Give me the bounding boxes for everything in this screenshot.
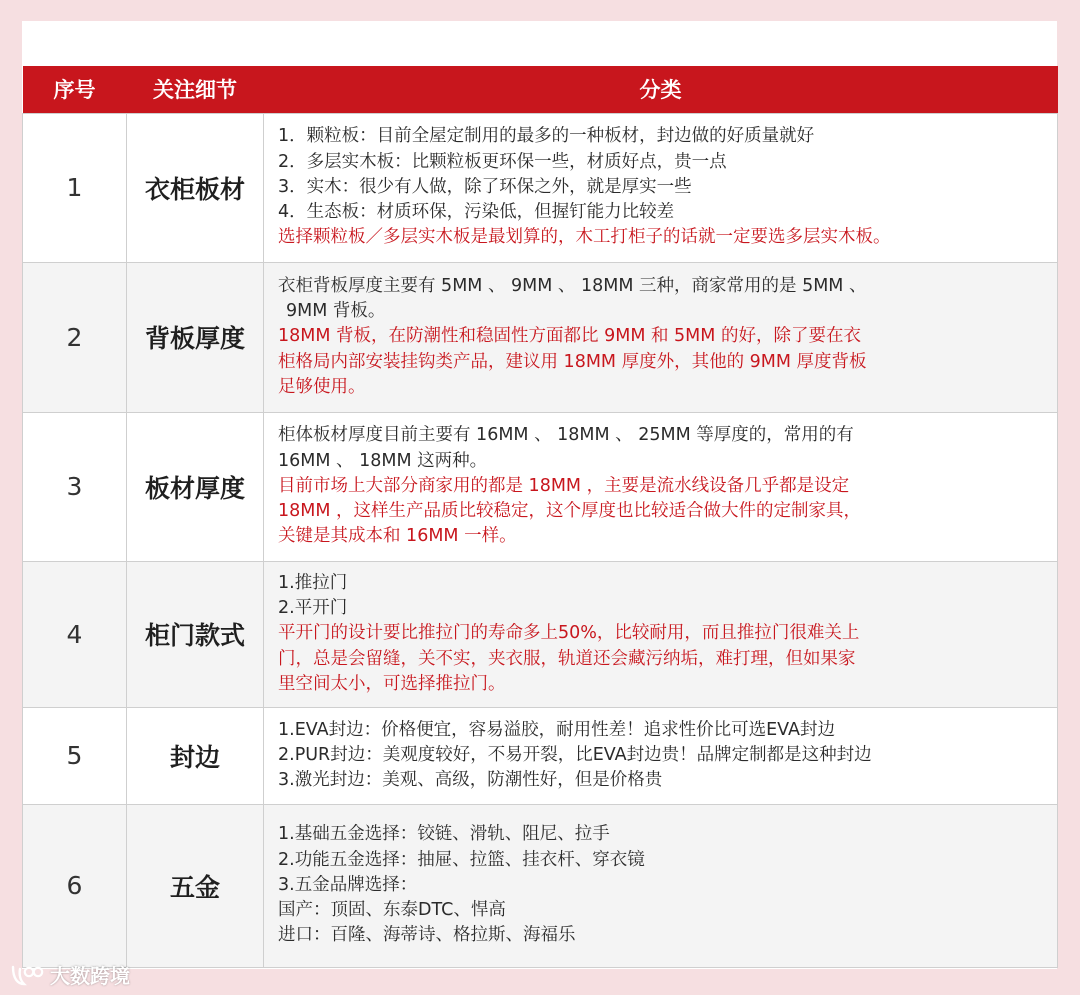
desc-highlight-line: 平开门的设计要比推拉门的寿命多上50%，比较耐用，而且推拉门很难关上: [278, 623, 860, 644]
desc-line: 9MM 背板。: [286, 301, 386, 322]
watermark-text: 大数跨境: [50, 964, 130, 988]
row-description: [264, 804, 1058, 967]
desc-highlight-line: 目前市场上大部分商家用的都是 18MM ，主要是流水线设备几乎都是设定: [278, 475, 850, 496]
table-row: [23, 804, 1058, 967]
desc-line: 国产：顶固、东泰DTC、悍高: [278, 900, 506, 921]
row-index: 5: [23, 707, 127, 804]
table-header-row: [23, 66, 1058, 113]
brand-logo-icon: [10, 963, 44, 987]
desc-highlight-line: 柜格局内部安装挂钩类产品，建议用 18MM 厚度外，其他的 9MM 厚度背板: [278, 351, 867, 372]
row-index: 6: [23, 804, 127, 967]
comparison-table: [22, 66, 1058, 968]
table-row: [23, 113, 1058, 262]
desc-line: 2.平开门: [278, 598, 348, 619]
row-detail: 衣柜板材: [127, 113, 264, 262]
desc-line: 1.EVA封边：价格便宜，容易溢胶，耐用性差！追求性价比可选EVA封边: [278, 719, 835, 740]
row-description: [264, 412, 1058, 561]
table-row: [23, 561, 1058, 707]
desc-line: 2.PUR封边：美观度较好，不易开裂，比EVA封边贵！品牌定制都是这种封边: [278, 744, 872, 765]
document-card: [22, 21, 1057, 969]
desc-line: 进口：百隆、海蒂诗、格拉斯、海福乐: [278, 925, 576, 946]
row-index: 3: [23, 412, 127, 561]
desc-line: 柜体板材厚度目前主要有 16MM 、 18MM 、 25MM 等厚度的，常用的有: [278, 425, 854, 446]
desc-line: 2.功能五金选择：抽屉、拉篮、挂衣杆、穿衣镜: [278, 849, 645, 870]
desc-line: 16MM 、 18MM 这两种。: [278, 450, 488, 471]
desc-highlight-line: 里空间太小，可选择推拉门。: [278, 673, 506, 694]
desc-line: 3.五金品牌选择：: [278, 874, 418, 895]
row-description: [264, 113, 1058, 262]
row-detail: 柜门款式: [127, 561, 264, 707]
header-index: 序号: [53, 78, 96, 103]
row-description: [264, 707, 1058, 804]
row-description: [264, 262, 1058, 412]
desc-highlight-line: 18MM ，这样生产品质比较稳定，这个厚度也比较适合做大件的定制家具，: [278, 501, 862, 522]
desc-line: 1.基础五金选择：铰链、滑轨、阻尼、拉手: [278, 824, 610, 845]
desc-line: 3．实木：很少有人做，除了环保之外，就是厚实一些: [278, 176, 692, 197]
row-detail: 背板厚度: [127, 262, 264, 412]
desc-highlight-line: 足够使用。: [278, 376, 366, 397]
row-detail: 五金: [127, 804, 264, 967]
desc-line: 1.推拉门: [278, 572, 348, 593]
table-row: [23, 707, 1058, 804]
row-index: 1: [23, 113, 127, 262]
watermark: [10, 960, 130, 989]
header-detail: 关注细节: [153, 78, 237, 103]
desc-highlight-line: 选择颗粒板／多层实木板是最划算的，木工打柜子的话就一定要选多层实木板。: [278, 227, 891, 248]
desc-highlight-line: 门，总是会留缝，关不实，夹衣服，轨道还会藏污纳垢，难打理，但如果家: [278, 648, 856, 669]
desc-line: 4．生态板：材质环保，污染低，但握钉能力比较差: [278, 202, 675, 223]
row-index: 2: [23, 262, 127, 412]
desc-line: 衣柜背板厚度主要有 5MM 、 9MM 、 18MM 三种，商家常用的是 5MM 、: [278, 275, 867, 296]
desc-line: 3.激光封边：美观、高级，防潮性好，但是价格贵: [278, 770, 663, 791]
row-detail: 封边: [127, 707, 264, 804]
desc-line: 1．颗粒板：目前全屋定制用的最多的一种板材，封边做的好质量就好: [278, 126, 815, 147]
desc-highlight-line: 关键是其成本和 16MM 一样。: [278, 526, 517, 547]
desc-line: 2．多层实木板：比颗粒板更环保一些，材质好点，贵一点: [278, 151, 727, 172]
row-detail: 板材厚度: [127, 412, 264, 561]
table-row: [23, 412, 1058, 561]
header-category: 分类: [639, 78, 682, 103]
table-row: [23, 262, 1058, 412]
desc-highlight-line: 18MM 背板，在防潮性和稳固性方面都比 9MM 和 5MM 的好，除了要在衣: [278, 326, 861, 347]
row-description: [264, 561, 1058, 707]
row-index: 4: [23, 561, 127, 707]
